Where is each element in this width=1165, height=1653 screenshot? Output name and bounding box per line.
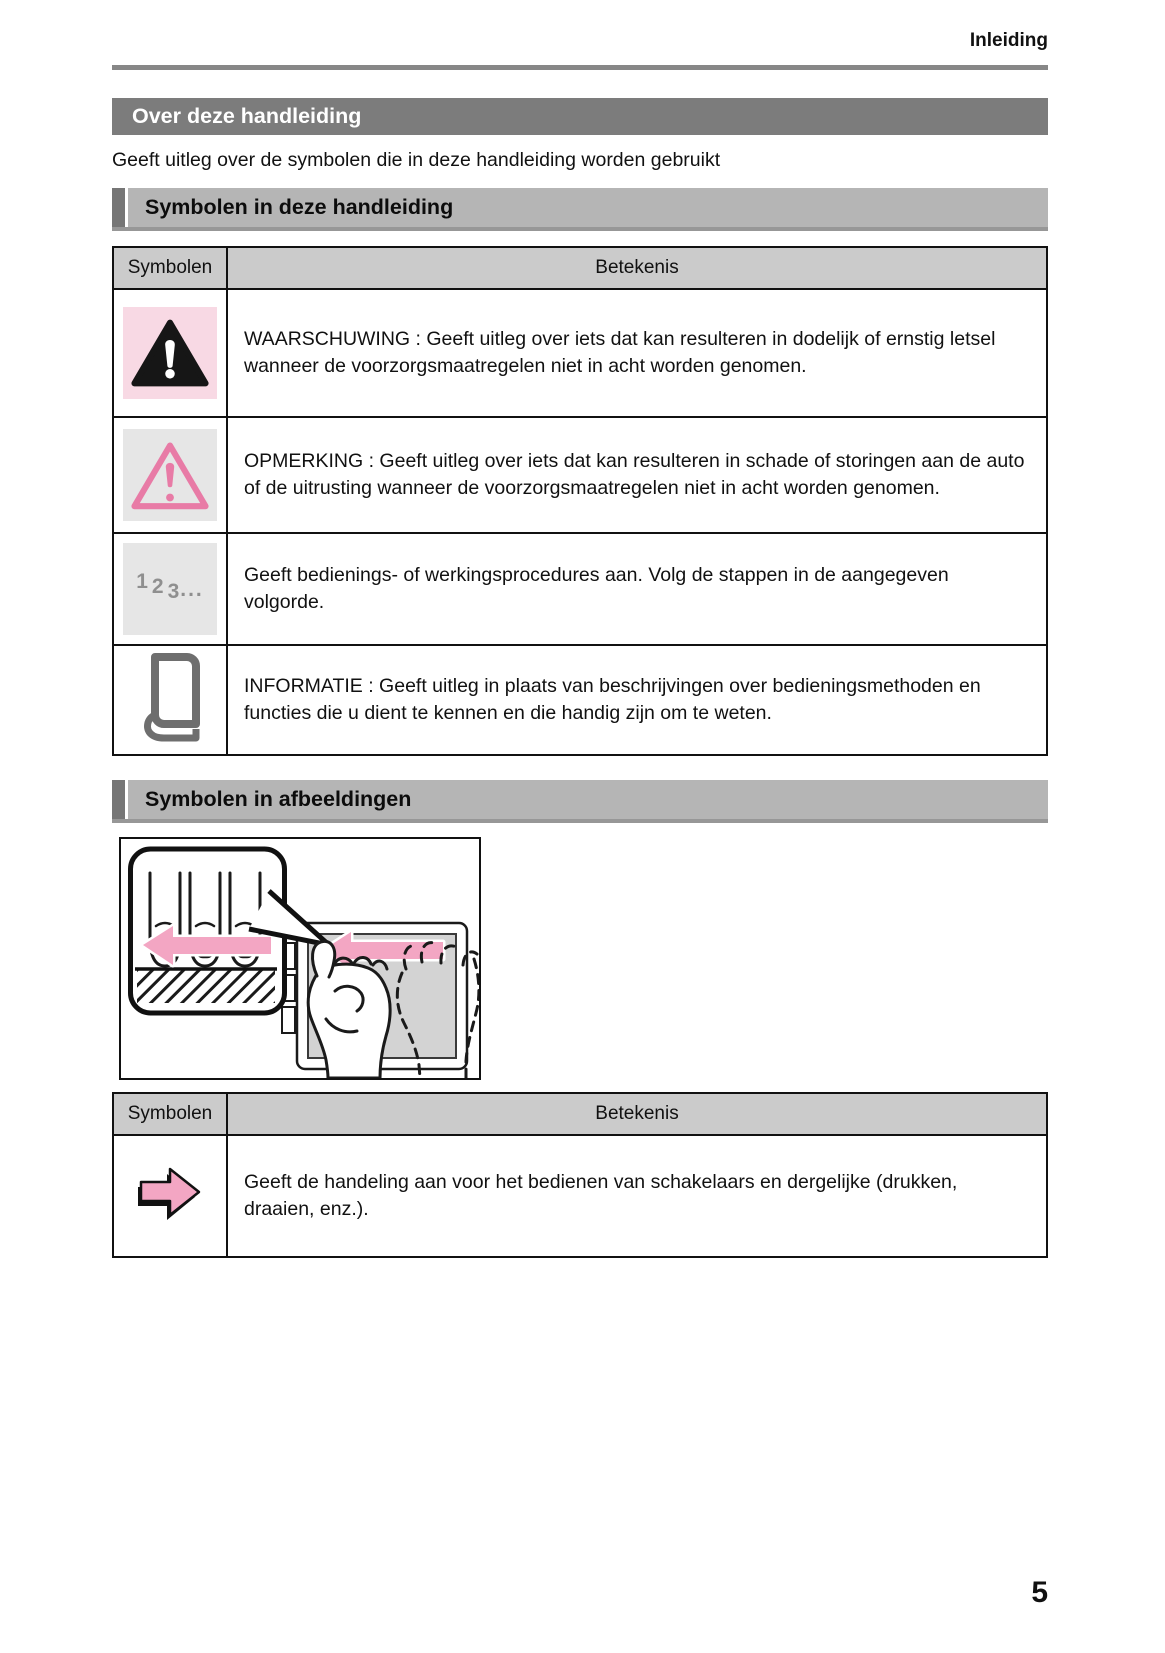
meaning-cell: Geeft bedienings- of werkingsprocedures aan. Volg de stappen in de aangegeven volgorde. xyxy=(227,533,1047,645)
subheading-label: Symbolen in afbeeldingen xyxy=(128,780,1048,819)
table-header-row xyxy=(113,247,1047,289)
step-digit: 3 xyxy=(167,580,181,603)
warning-triangle-icon xyxy=(123,307,217,399)
action-arrow-icon xyxy=(123,1150,217,1242)
numbered-steps-icon xyxy=(123,543,217,635)
symbol-cell xyxy=(113,289,227,417)
image-symbols-table xyxy=(112,1092,1048,1258)
touchscreen-swipe-illustration xyxy=(119,837,481,1080)
step-digit: 2 xyxy=(151,575,165,598)
hatched-surface xyxy=(137,969,275,1003)
column-header-symbolen: Symbolen xyxy=(113,247,227,289)
section-title-bar xyxy=(112,98,1048,135)
table-header-row xyxy=(113,1093,1047,1135)
subheading-accent-bar xyxy=(112,780,125,819)
symbol-cell xyxy=(113,1135,227,1257)
caution-triangle-icon xyxy=(123,429,217,521)
meaning-cell: INFORMATIE : Geeft uitleg in plaats van beschrijvingen over bedieningsmethoden en functies die u dient te kennen en die handig zijn om te weten. xyxy=(227,645,1047,755)
symbol-cell xyxy=(113,417,227,533)
step-digit: 1 xyxy=(136,570,149,593)
meaning-cell: OPMERKING : Geeft uitleg over iets dat kan resulteren in schade of storingen aan de auto of de uitrusting wanneer de voorzorgsmaatregelen niet in acht worden genomen. xyxy=(227,417,1047,533)
table-row xyxy=(113,1135,1047,1257)
page-content xyxy=(112,0,1048,1609)
table-row xyxy=(113,533,1047,645)
section-title: Over deze handleiding xyxy=(132,104,362,128)
column-header-symbolen: Symbolen xyxy=(113,1093,227,1135)
subheading-image-symbols xyxy=(112,780,1048,819)
header-rule xyxy=(112,65,1048,70)
page-number: 5 xyxy=(1031,1576,1048,1609)
book-icon xyxy=(123,654,217,746)
table-row xyxy=(113,289,1047,417)
column-header-betekenis: Betekenis xyxy=(227,247,1047,289)
subheading-manual-symbols xyxy=(112,188,1048,227)
subheading-accent-bar xyxy=(112,188,125,227)
meaning-cell: WAARSCHUWING : Geeft uitleg over iets dat kan resulteren in dodelijk of ernstig letsel wanneer de voorzorgsmaatregelen niet in acht worden genomen. xyxy=(227,289,1047,417)
table-row xyxy=(113,417,1047,533)
symbol-cell xyxy=(113,645,227,755)
intro-text: Geeft uitleg over de symbolen die in deze handleiding worden gebruikt xyxy=(112,149,721,171)
subheading-label: Symbolen in deze handleiding xyxy=(128,188,1048,227)
symbol-cell xyxy=(113,533,227,645)
chapter-title: Inleiding xyxy=(969,30,1048,51)
meaning-cell: Geeft de handeling aan voor het bedienen van schakelaars en dergelijke (drukken, draaien, enz.). xyxy=(227,1135,1047,1257)
manual-symbols-table xyxy=(112,246,1048,756)
running-header xyxy=(112,0,1048,52)
step-ellipsis: ... xyxy=(180,578,204,601)
column-header-betekenis: Betekenis xyxy=(227,1093,1047,1135)
table-row xyxy=(113,645,1047,755)
